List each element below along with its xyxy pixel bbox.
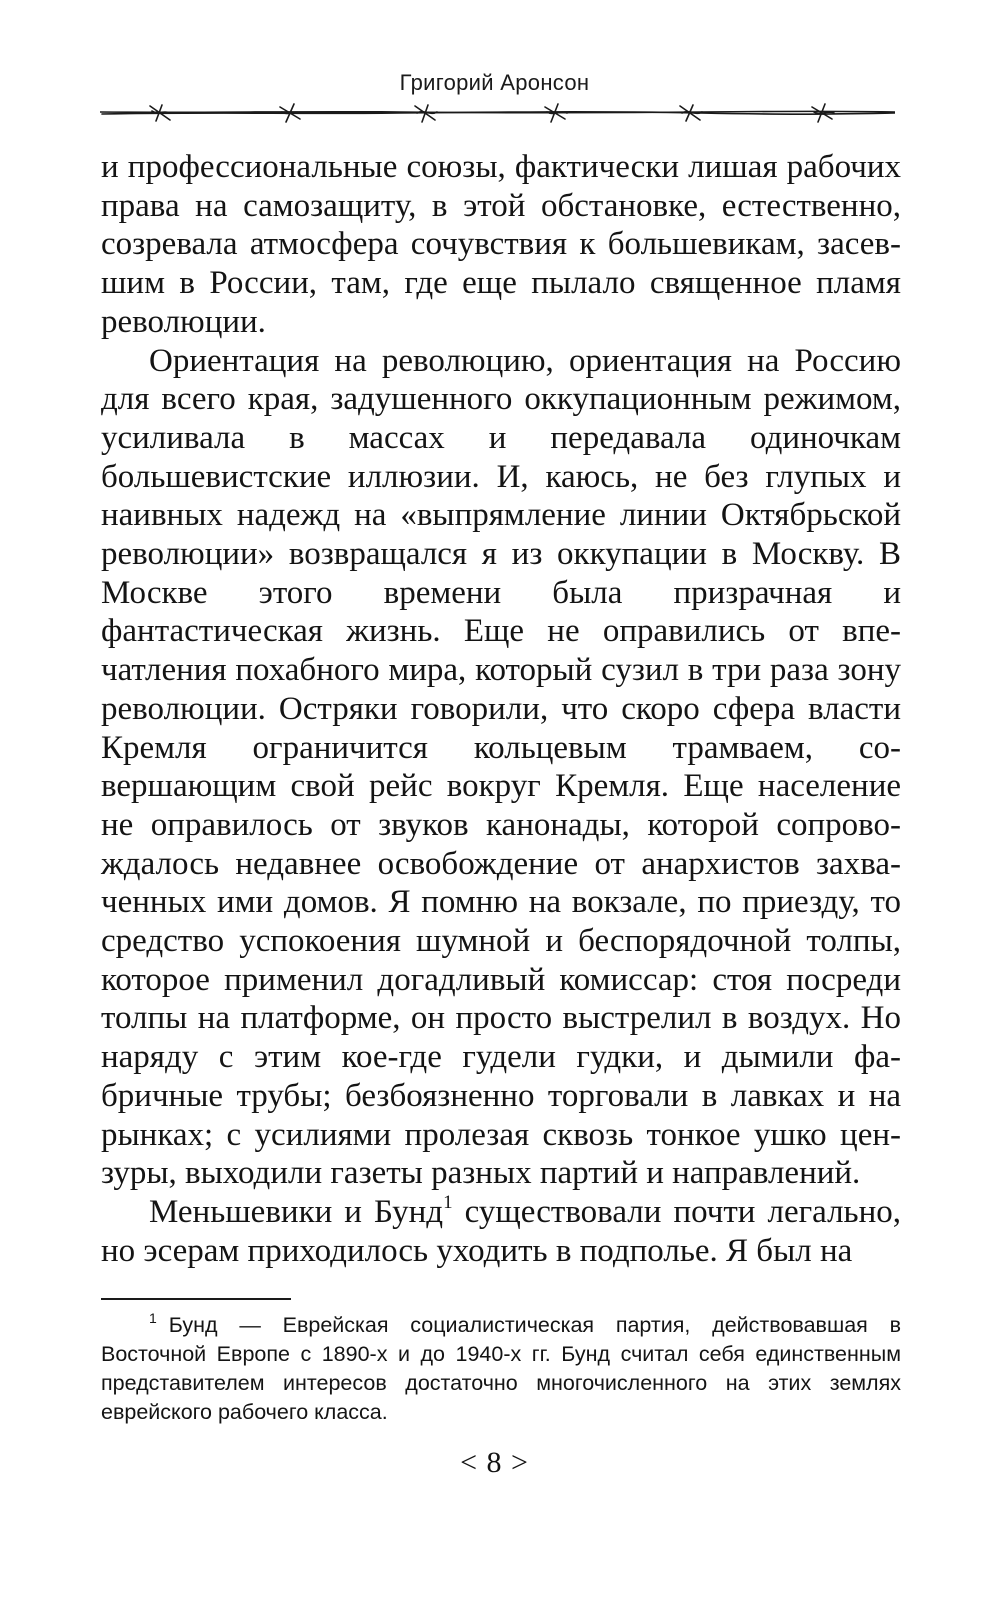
footnote [101,1311,901,1427]
paragraph-orientation: Ориентация на революцию, ориентация на Россию для всего края, задушенного оккупационным режимом, усиливала в массах и передавала одиночкам большевистские иллюзии. И, каюсь, не без глупых и наивных надежд на «выпрямление линии Октябрьской революции» возвращался я из оккупации в Москву. В Москве этого времени была призрачная и фантастическая жизнь. Еще не оправились от впечатления похабного мира, который сузил в три раза зону революции. Остряки говорили, что скоро сфера власти Кремля ограничится кольцевым трамваем, совершающим свой рейс вокруг Кремля. Еще население не оправилось от звуков канонады, которой сопровождалось недавнее освобождение от анархистов захваченных ими домов. Я помню на вокзале, по приезду, то средство успокоения шумной и беспорядочной толпы, которое применил догадливый комиссар: стоя посреди толпы на платформе, он просто выстрелил в воздух. Но наряду с этим кое-где гудели гудки, и дымили фабричные трубы; безбоязненно торговали в лавках и на рынках; с усилиями пролезая сквозь тонкое ушко цензуры, выходили газеты разных партий и направлений. [101,342,901,1192]
paragraph-mensheviks-rest: существовали почти легально, но эсерам приходилось уходить в подполье. Я был на [101,1193,901,1269]
footnote-reference: 1 [443,1191,453,1213]
running-head-author: Григорий Аронсон [399,70,590,95]
paragraph-mensheviks [101,1193,901,1270]
main-text [101,148,901,1270]
paragraph-continued: и профессиональные союзы, фактически лишая рабочих права на самозащиту, в этой обстановке, естественно, созревала атмосфера сочувствия к большевикам, засевшим в России, там, где еще пылало священное пламя революции. [101,149,901,340]
barbed-wire-divider [100,100,895,126]
footnote-number: 1 [149,1310,157,1326]
footnote-text: Бунд — Еврейская социалистическая партия, действовавшая в Восточной Европе с 1890-х и до 1940-х гг. Бунд считал себя единственным представителем интересов достаточно многочисленного на этих землях еврейского рабочего класса. [101,1313,901,1424]
paragraph-mensheviks-start: Меньшевики и Бунд [149,1193,444,1230]
footnote-separator-rule [101,1298,291,1300]
page-number: < 8 > [460,1446,529,1479]
